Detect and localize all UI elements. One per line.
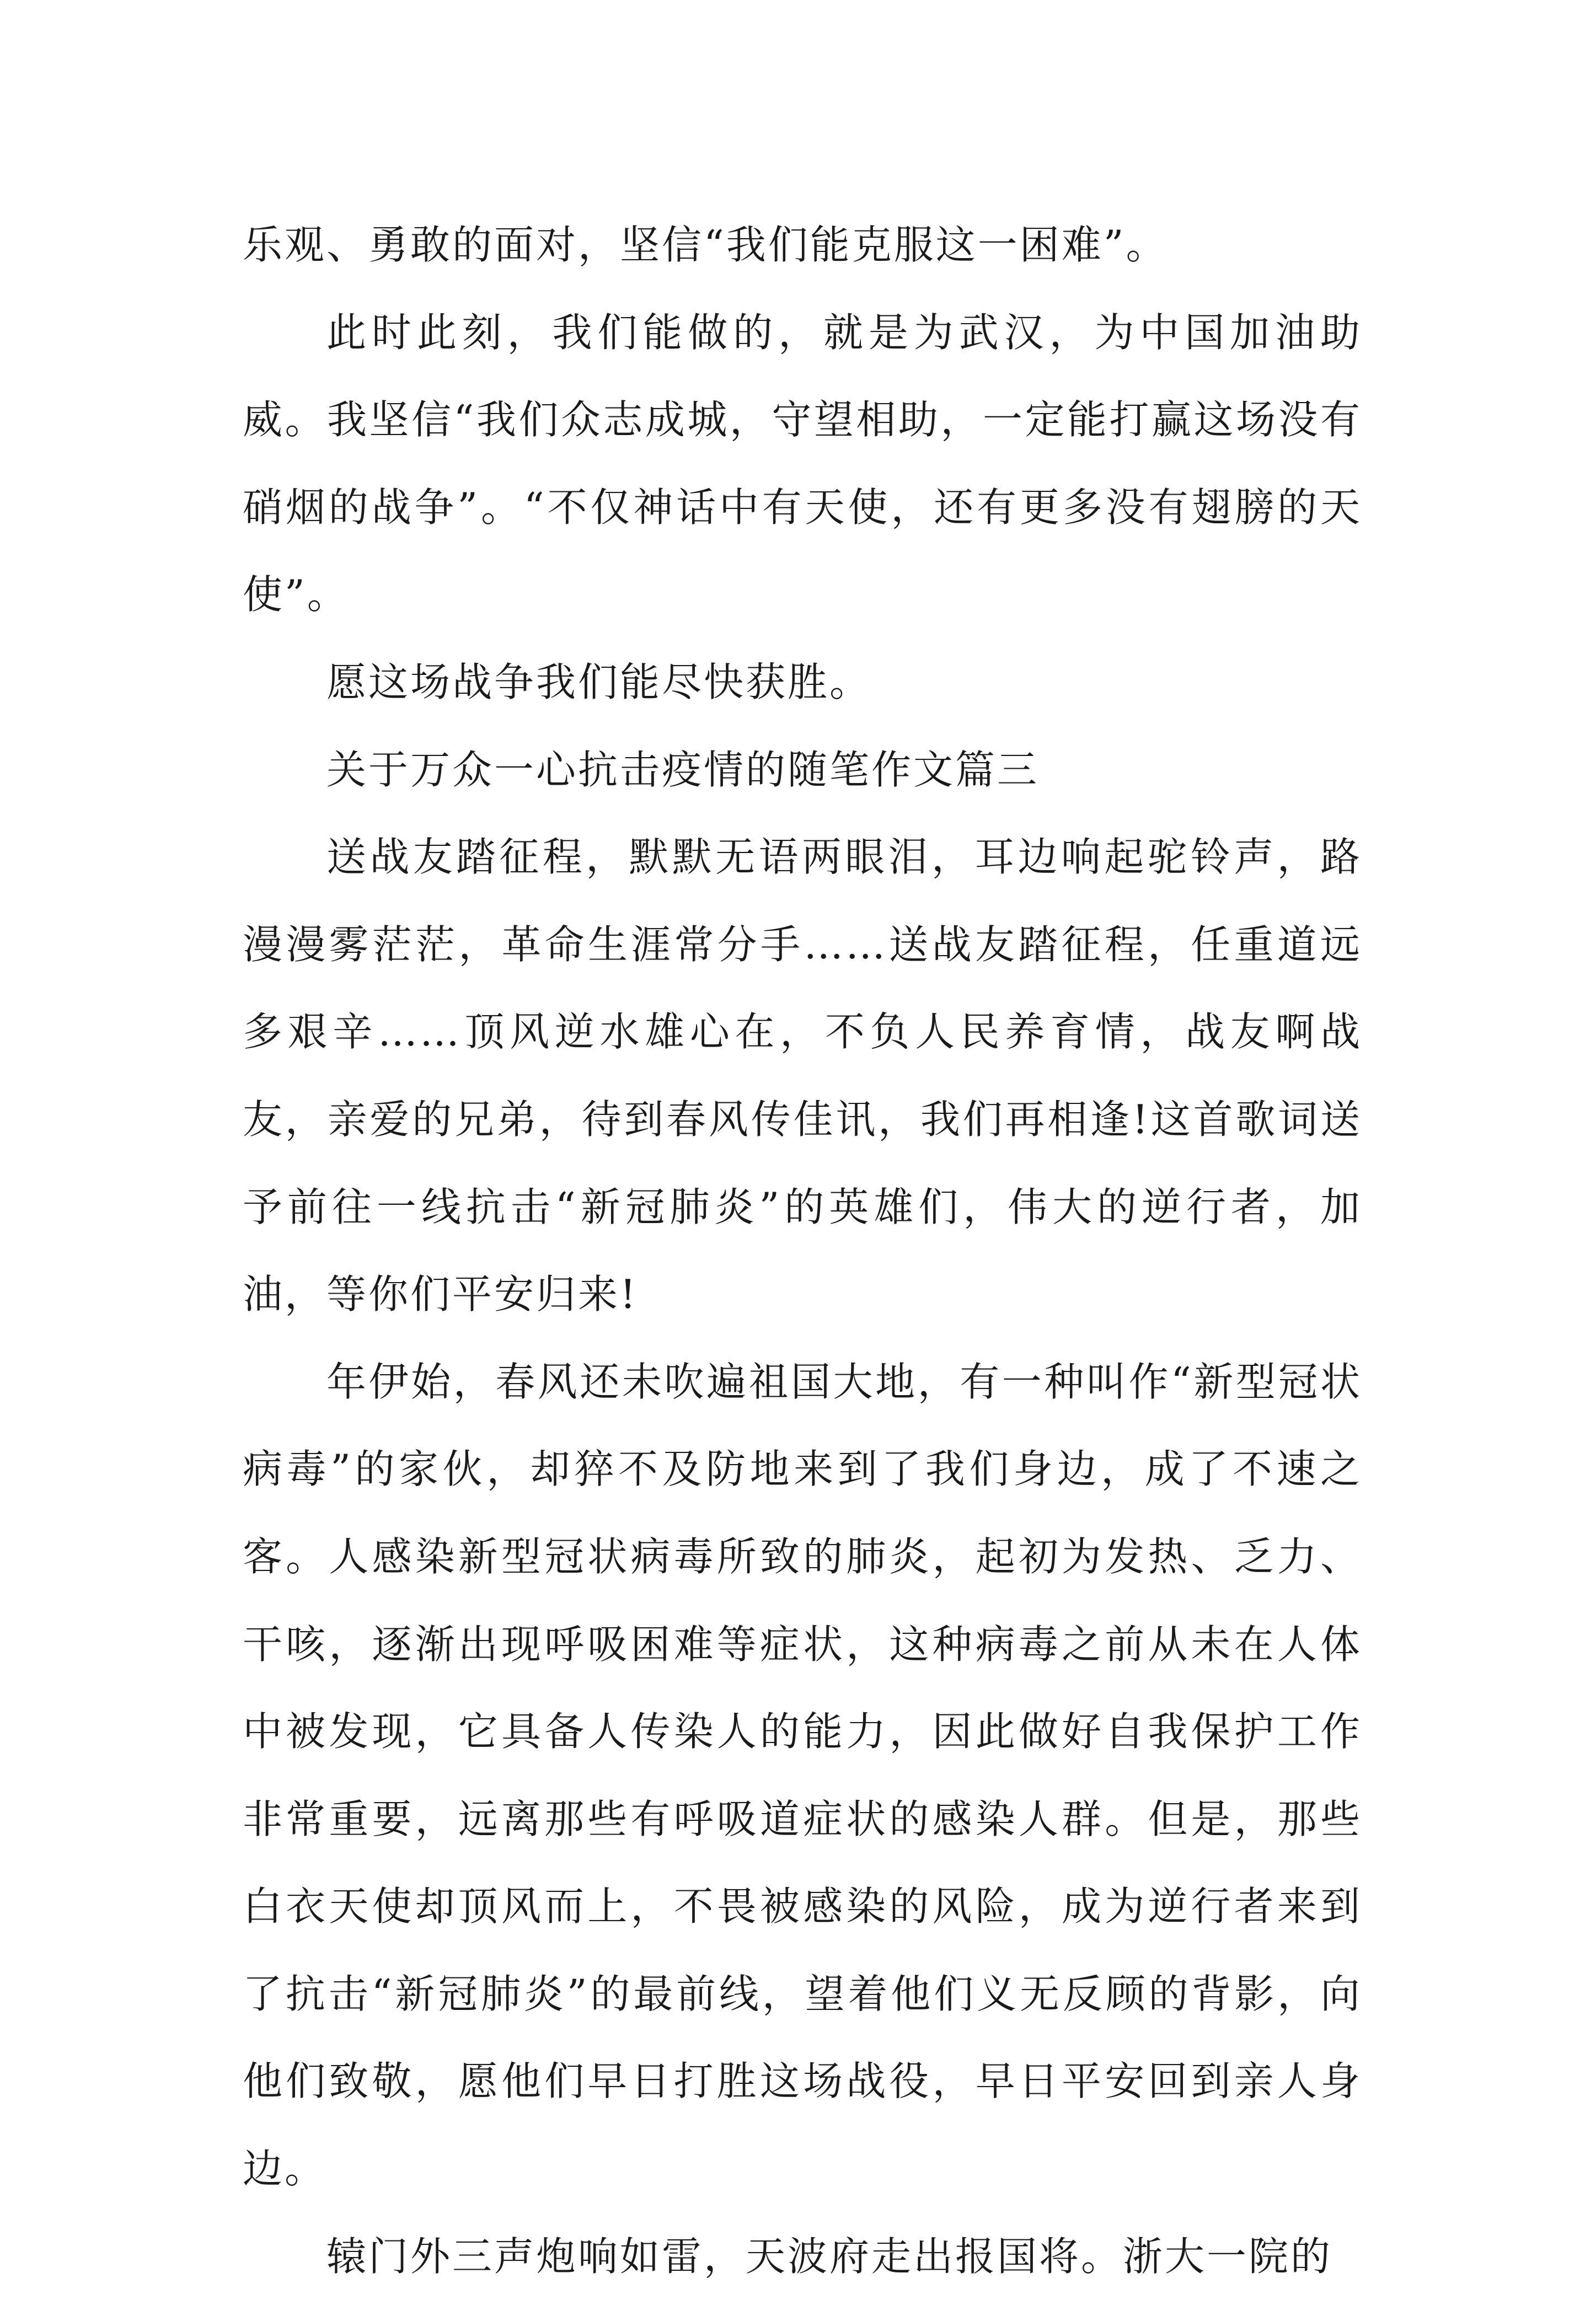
paragraph-6: 辕门外三声炮响如雷，天波府走出报国将。浙大一院的 [326,2233,1333,2280]
document-body [243,201,1362,2300]
paragraph-1: 乐观、勇敢的面对，坚信“我们能克服这一困难”。 [243,222,1168,268]
paragraph-5: 年伊始，春风还未吹遍祖国大地，有一种叫作“新型冠状病毒”的家伙，却猝不及防地来到了我们身边，成了不速之客。人感染新型冠状病毒所致的肺炎，起初为发热、乏力、干咳，逐渐出现呼吸困难等症状，这种病毒之前从未在人体中被发现，它具备人传染人的能力，因此做好自我保护工作非常重要，远离那些有呼吸道症状的感染人群。但是，那些白衣天使却顶风而上，不畏被感染的风险，成为逆行者来到了抗击“新冠肺炎”的最前线，望着他们义无反顾的背影，向他们致敬，愿他们早日打胜这场战役，早日平安回到亲人身边。 [243,1358,1362,2192]
paragraph-2: 此时此刻，我们能做的，就是为武汉，为中国加油助威。我坚信“我们众志成城，守望相助，一定能打赢这场没有硝烟的战争”。“不仅神话中有天使，还有更多没有翅膀的天使”。 [243,309,1362,618]
paragraph-3: 愿这场战争我们能尽快获胜。 [326,658,872,705]
paragraph-4: 送战友踏征程，默默无语两眼泪，耳边响起驼铃声，路漫漫雾茫茫，革命生涯常分手……送战友踏征程，任重道远多艰辛……顶风逆水雄心在，不负人民养育情，战友啊战友，亲爱的兄弟，待到春风传佳讯，我们再相逢!这首歌词送予前往一线抗击“新冠肺炎”的英雄们，伟大的逆行者，加油，等你们平安归来! [243,834,1362,1318]
section-heading: 关于万众一心抗击疫情的随笔作文篇三 [326,746,1040,793]
